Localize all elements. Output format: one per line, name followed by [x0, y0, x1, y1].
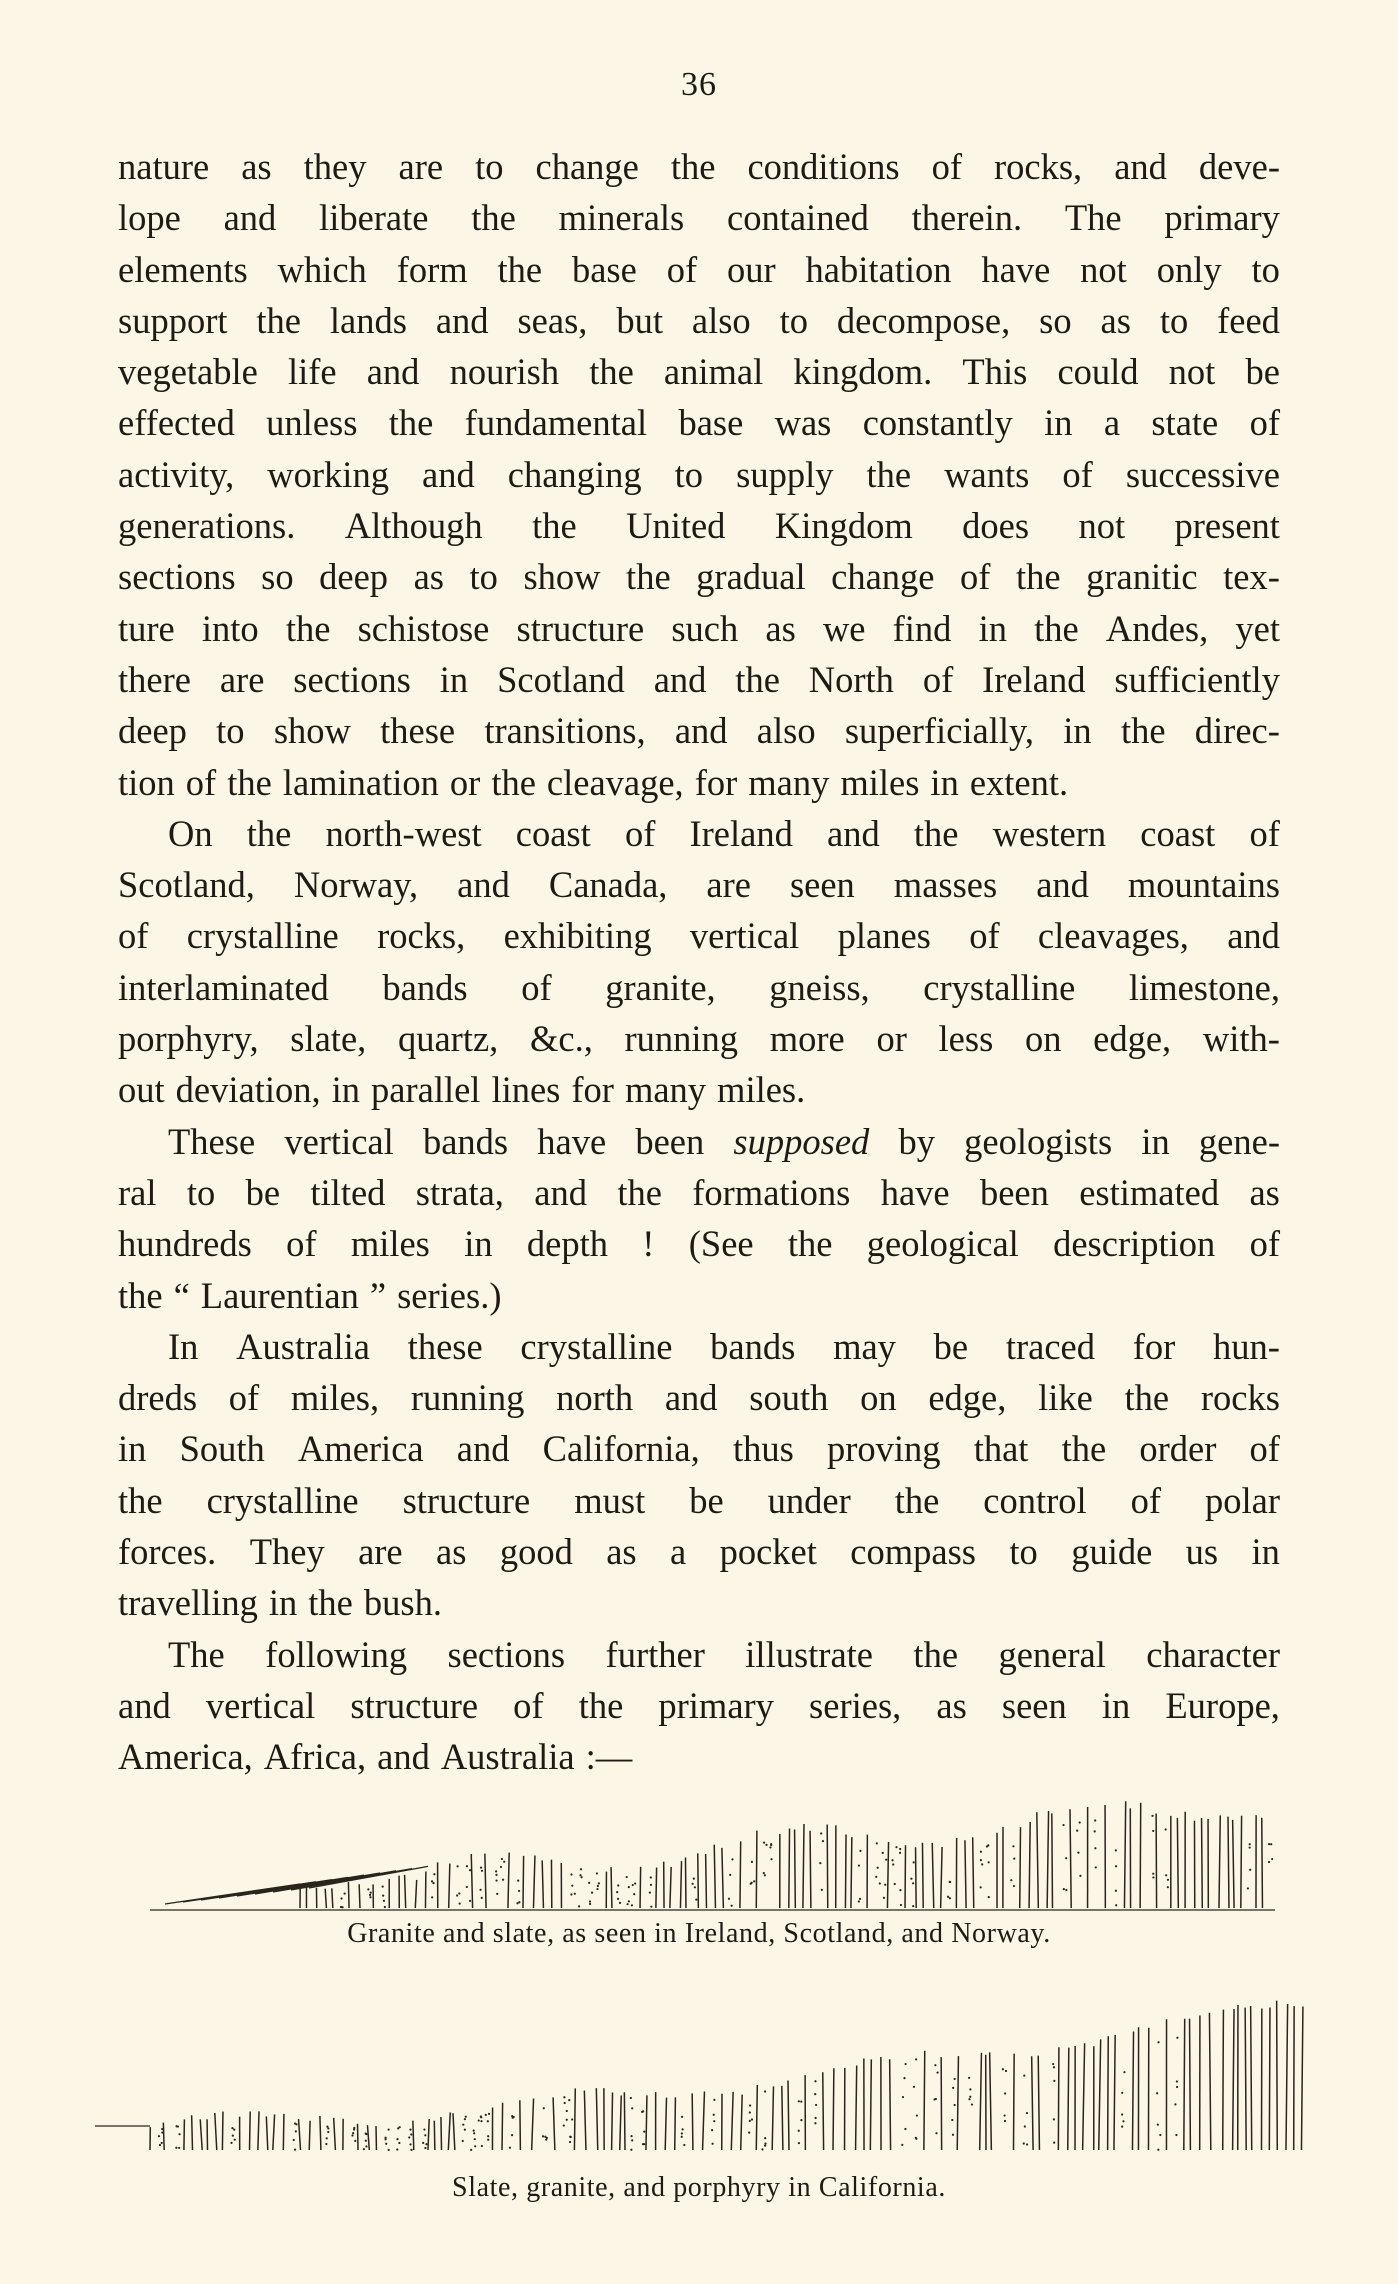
text-line: activity, working and changing to supply the wants of successive [118, 453, 1280, 495]
body-text [118, 145, 1280, 1787]
page-number: 36 [681, 66, 717, 103]
text-line: vegetable life and nourish the animal kingdom. This could not be [118, 351, 1280, 393]
text-line: in South America and California, thus proving that the order of [118, 1428, 1280, 1470]
text-line: The following sections further illustrate the general character [168, 1633, 1280, 1675]
text-line: nature as they are to change the conditions of rocks, and deve- [118, 146, 1280, 187]
text-line: the crystalline structure must be under the control of polar [118, 1479, 1280, 1521]
text-line: dreds of miles, running north and south on edge, like the rocks [118, 1377, 1280, 1419]
figure-caption-1: Granite and slate, as seen in Ireland, Scotland, and Norway. [347, 1918, 1051, 1949]
text-line: sections so deep as to show the gradual change of the granitic tex- [118, 556, 1280, 598]
text-line: travelling in the bush. [118, 1582, 442, 1624]
text-line: hundreds of miles in depth ! (See the geological description of [118, 1223, 1280, 1265]
text-line: deep to show these transitions, and also superficially, in the direc- [118, 710, 1280, 752]
text-line: These vertical bands have been supposed by geologists in gene- [168, 1120, 1280, 1162]
text-line: ture into the schistose structure such as we find in the Andes, yet [118, 607, 1280, 649]
text-line: the “ Laurentian ” series.) [118, 1274, 502, 1316]
text-line: In Australia these crystalline bands may be traced for hun- [168, 1325, 1280, 1367]
text-line: of crystalline rocks, exhibiting vertical planes of cleavages, and [118, 915, 1280, 957]
text-line: there are sections in Scotland and the North of Ireland sufficiently [118, 658, 1280, 700]
text-line: porphyry, slate, quartz, &c., running more or less on edge, with- [118, 1018, 1280, 1060]
text-line: and vertical structure of the primary series, as seen in Europe, [118, 1684, 1280, 1726]
text-line: ral to be tilted strata, and the formations have been estimated as [118, 1171, 1280, 1213]
text-line: interlaminated bands of granite, gneiss, crystalline limestone, [118, 966, 1280, 1008]
text-line: out deviation, in parallel lines for many miles. [118, 1069, 806, 1111]
text-line: forces. They are as good as a pocket compass to guide us in [118, 1531, 1280, 1573]
text-line: lope and liberate the minerals contained therein. The primary [118, 197, 1280, 239]
text-line: tion of the lamination or the cleavage, for many miles in extent. [118, 761, 1069, 803]
granite-slate-section-illustration [0, 1790, 1398, 1920]
text-line: America, Africa, and Australia :— [118, 1736, 633, 1778]
text-line: effected unless the fundamental base was constantly in a state of [118, 402, 1280, 444]
text-line: elements which form the base of our habitation have not only to [118, 248, 1280, 290]
figure-caption-2: Slate, granite, and porphyry in California. [452, 2172, 946, 2203]
text-line: Scotland, Norway, and Canada, are seen masses and mountains [118, 864, 1280, 906]
text-line: On the north-west coast of Ireland and the western coast of [168, 812, 1280, 854]
california-section-illustration [0, 1985, 1398, 2165]
text-line: generations. Although the United Kingdom does not present [118, 505, 1280, 547]
text-line: support the lands and seas, but also to decompose, so as to feed [118, 299, 1280, 341]
